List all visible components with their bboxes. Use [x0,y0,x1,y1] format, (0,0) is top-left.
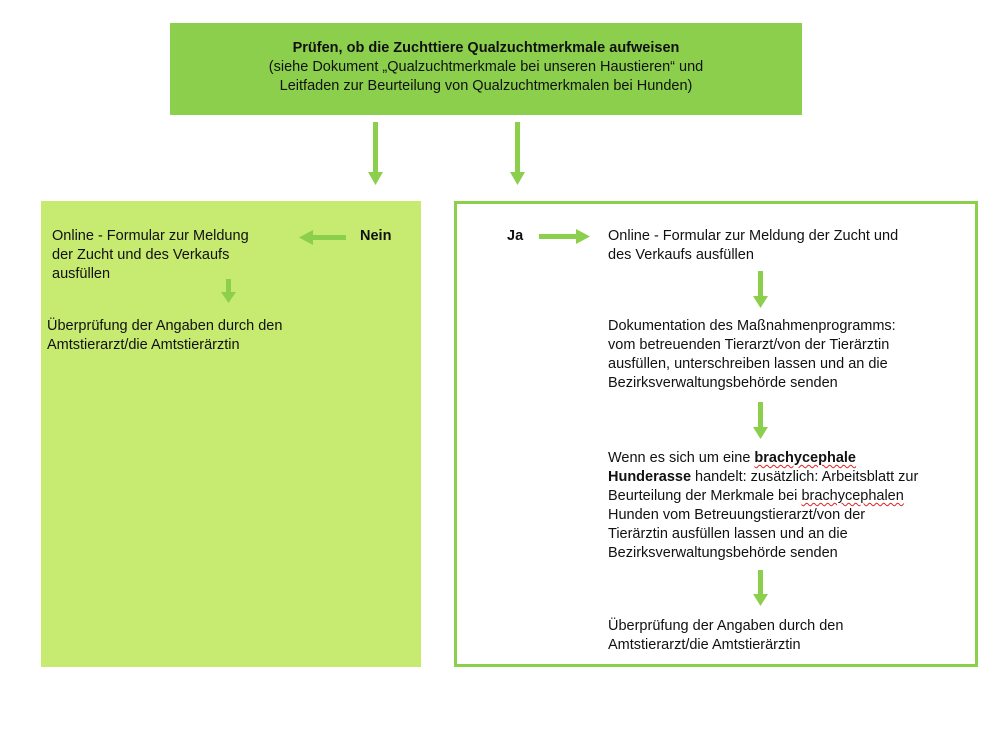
ja-label: Ja [507,228,524,244]
decision-line-3: Leitfaden zur Beurteilung von Qualzuchtmerkmalen bei Hunden) [279,78,693,94]
arrow-down-left [368,122,383,185]
decision-line-2: (siehe Dokument „Qualzuchtmerkmale bei unseren Haustieren“ und [268,59,704,75]
ja-step-form: Online - Formular zur Meldung der Zucht und des Verkaufs ausfüllen [608,228,899,263]
ja-step-documentation: Dokumentation des Maßnahmenprogramms: vom betreuenden Tierarzt/von der Tierärztin ausfüllen, unterschreiben lassen und an die Bezirksverwaltungsbehörde senden [608,318,896,391]
ja-step-brachycephal: Wenn es sich um eine brachycephale Hunderasse handelt: zusätzlich: Arbeitsblatt zur Beurteilung der Merkmale bei brachycephalen Hunden vom Betreuungstierarzt/von der Tierärztin ausfüllen lassen und an die Bezirksverwaltungsbehörde senden [608,450,919,561]
decision-box [170,23,802,115]
nein-step-form: Online - Formular zur Meldung der Zucht und des Verkaufs ausfüllen [52,228,249,282]
nein-step-check: Überprüfung der Angaben durch den Amtstierarzt/die Amtstierärztin [47,318,283,353]
arrow-down-right [510,122,525,185]
decision-title: Prüfen, ob die Zuchttiere Qualzuchtmerkmale aufweisen [292,40,680,56]
ja-step-check: Überprüfung der Angaben durch den Amtstierarzt/die Amtstierärztin [608,618,844,653]
ja-branch-box [454,201,978,667]
nein-label: Nein [360,228,392,244]
